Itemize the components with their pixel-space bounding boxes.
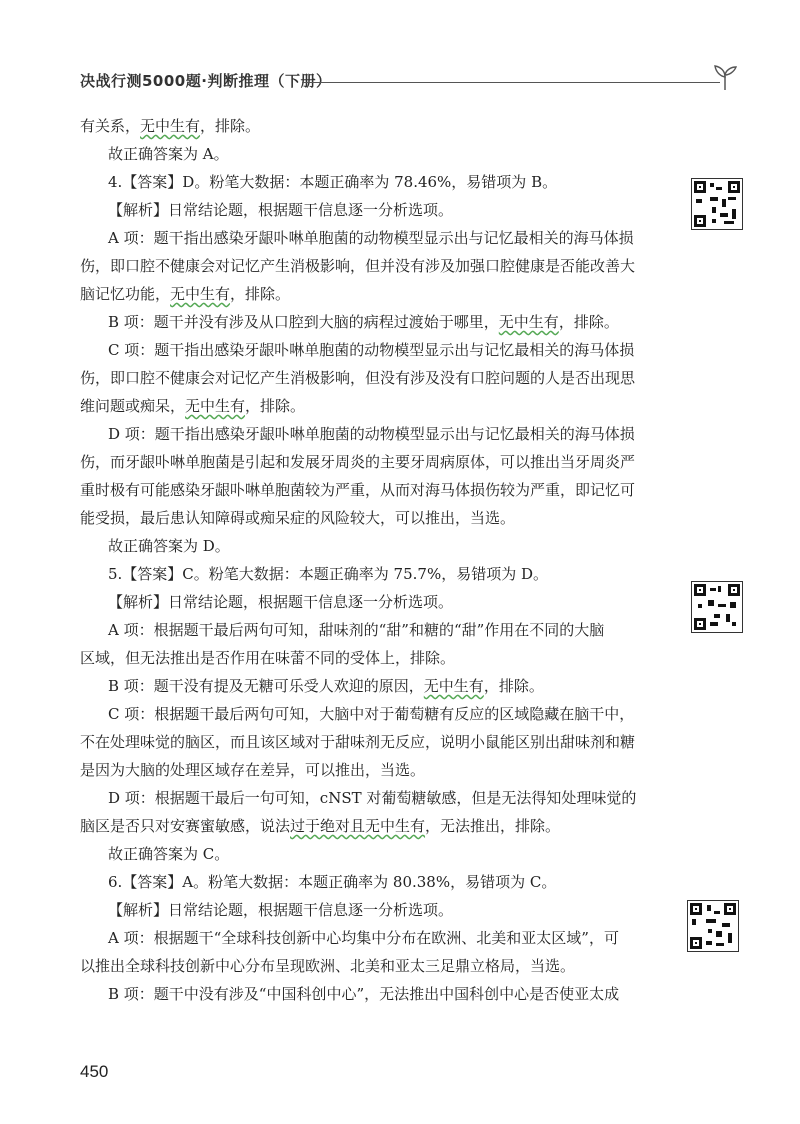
qr-code-question-6[interactable] (687, 900, 739, 952)
text-line: B 项：题干没有提及无糖可乐受人欢迎的原因，无中生有，排除。 (108, 677, 544, 695)
wavy-underline-phrase: 无中生有 (185, 397, 246, 415)
page-body (80, 112, 665, 1008)
text-line: 是因为大脑的处理区域存在差异，可以推出，当选。 (80, 761, 426, 779)
text-line: D 项：根据题干最后一句可知，cNST 对葡萄糖敏感，但是无法得知处理味觉的 (108, 789, 637, 807)
question-5-answer: 5.【答案】C。粉笔大数据：本题正确率为 75.7%，易错项为 D。 (108, 565, 549, 583)
text-line: A 项：根据题干最后两句可知，甜味剂的“甜”和糖的“甜”作用在不同的大脑 (108, 621, 605, 639)
answer-conclusion: 故正确答案为 A。 (108, 145, 229, 163)
text-line: 有关系，无中生有，排除。 (80, 117, 261, 135)
question-6-analysis-title: 【解析】日常结论题，根据题干信息逐一分析选项。 (108, 901, 454, 919)
text-line: B 项：题干并没有涉及从口腔到大脑的病程过渡始于哪里，无中生有，排除。 (108, 313, 619, 331)
answer-conclusion: 故正确答案为 C。 (108, 845, 230, 863)
wavy-underline-phrase: 无中生有 (498, 313, 559, 331)
wavy-underline-phrase: 无中生有 (170, 285, 231, 303)
question-4-answer: 4.【答案】D。粉笔大数据：本题正确率为 78.46%，易错项为 B。 (108, 173, 558, 191)
question-5-analysis-title: 【解析】日常结论题，根据题干信息逐一分析选项。 (108, 593, 454, 611)
text-line: 能受损，最后患认知障碍或痴呆症的风险较大，可以推出，当选。 (80, 509, 516, 527)
text-line: 不在处理味觉的脑区，而且该区域对于甜味剂无反应，说明小鼠能区别出甜味剂和糖 (80, 733, 636, 751)
text-line: 伤，而牙龈卟啉单胞菌是引起和发展牙周炎的主要牙周病原体，可以推出当牙周炎严 (80, 453, 636, 471)
page-number: 450 (80, 1062, 109, 1081)
book-title: 决战行测5000题·判断推理（下册） (80, 72, 332, 90)
sprout-icon (710, 62, 740, 92)
text-line: 以推出全球科技创新中心分布呈现欧洲、北美和亚太三足鼎立格局，当选。 (80, 957, 576, 975)
qr-code-question-5[interactable] (691, 581, 743, 633)
qr-code-question-4[interactable] (691, 178, 743, 230)
text-line: 重时极有可能感染牙龈卟啉单胞菌较为严重，从而对海马体损伤较为严重，即记忆可 (80, 481, 636, 499)
text-line: B 项：题干中没有涉及“中国科创中心”，无法推出中国科创中心是否使亚太成 (108, 985, 620, 1003)
text-line: C 项：根据题干最后两句可知，大脑中对于葡萄糖有反应的区域隐藏在脑干中， (108, 705, 635, 723)
answer-conclusion: 故正确答案为 D。 (108, 537, 230, 555)
text-line: 区域，但无法推出是否作用在味蕾不同的受体上，排除。 (80, 649, 456, 667)
text-line: D 项：题干指出感染牙龈卟啉单胞菌的动物模型显示出与记忆最相关的海马体损 (108, 425, 635, 443)
text-line: 脑区是否只对安赛蜜敏感，说法过于绝对且无中生有，无法推出，排除。 (80, 817, 561, 835)
question-4-analysis-title: 【解析】日常结论题，根据题干信息逐一分析选项。 (108, 201, 454, 219)
text-line: C 项：题干指出感染牙龈卟啉单胞菌的动物模型显示出与记忆最相关的海马体损 (108, 341, 635, 359)
text-line: 伤，即口腔不健康会对记忆产生消极影响，但没有涉及没有口腔问题的人是否出现思 (80, 369, 636, 387)
text-line: 脑记忆功能，无中生有，排除。 (80, 285, 291, 303)
wavy-underline-phrase: 过于绝对且无中生有 (290, 817, 426, 835)
header-rule (302, 82, 720, 83)
running-header (80, 62, 740, 96)
question-6-answer: 6.【答案】A。粉笔大数据：本题正确率为 80.38%，易错项为 C。 (108, 873, 557, 891)
wavy-underline-phrase: 无中生有 (423, 677, 484, 695)
text-line: A 项：题干指出感染牙龈卟啉单胞菌的动物模型显示出与记忆最相关的海马体损 (108, 229, 634, 247)
text-line: A 项：根据题干“全球科技创新中心均集中分布在欧洲、北美和亚太区域”，可 (108, 929, 619, 947)
wavy-underline-phrase: 无中生有 (140, 117, 201, 135)
text-line: 伤，即口腔不健康会对记忆产生消极影响，但并没有涉及加强口腔健康是否能改善大 (80, 257, 636, 275)
text-line: 维问题或痴呆，无中生有，排除。 (80, 397, 306, 415)
